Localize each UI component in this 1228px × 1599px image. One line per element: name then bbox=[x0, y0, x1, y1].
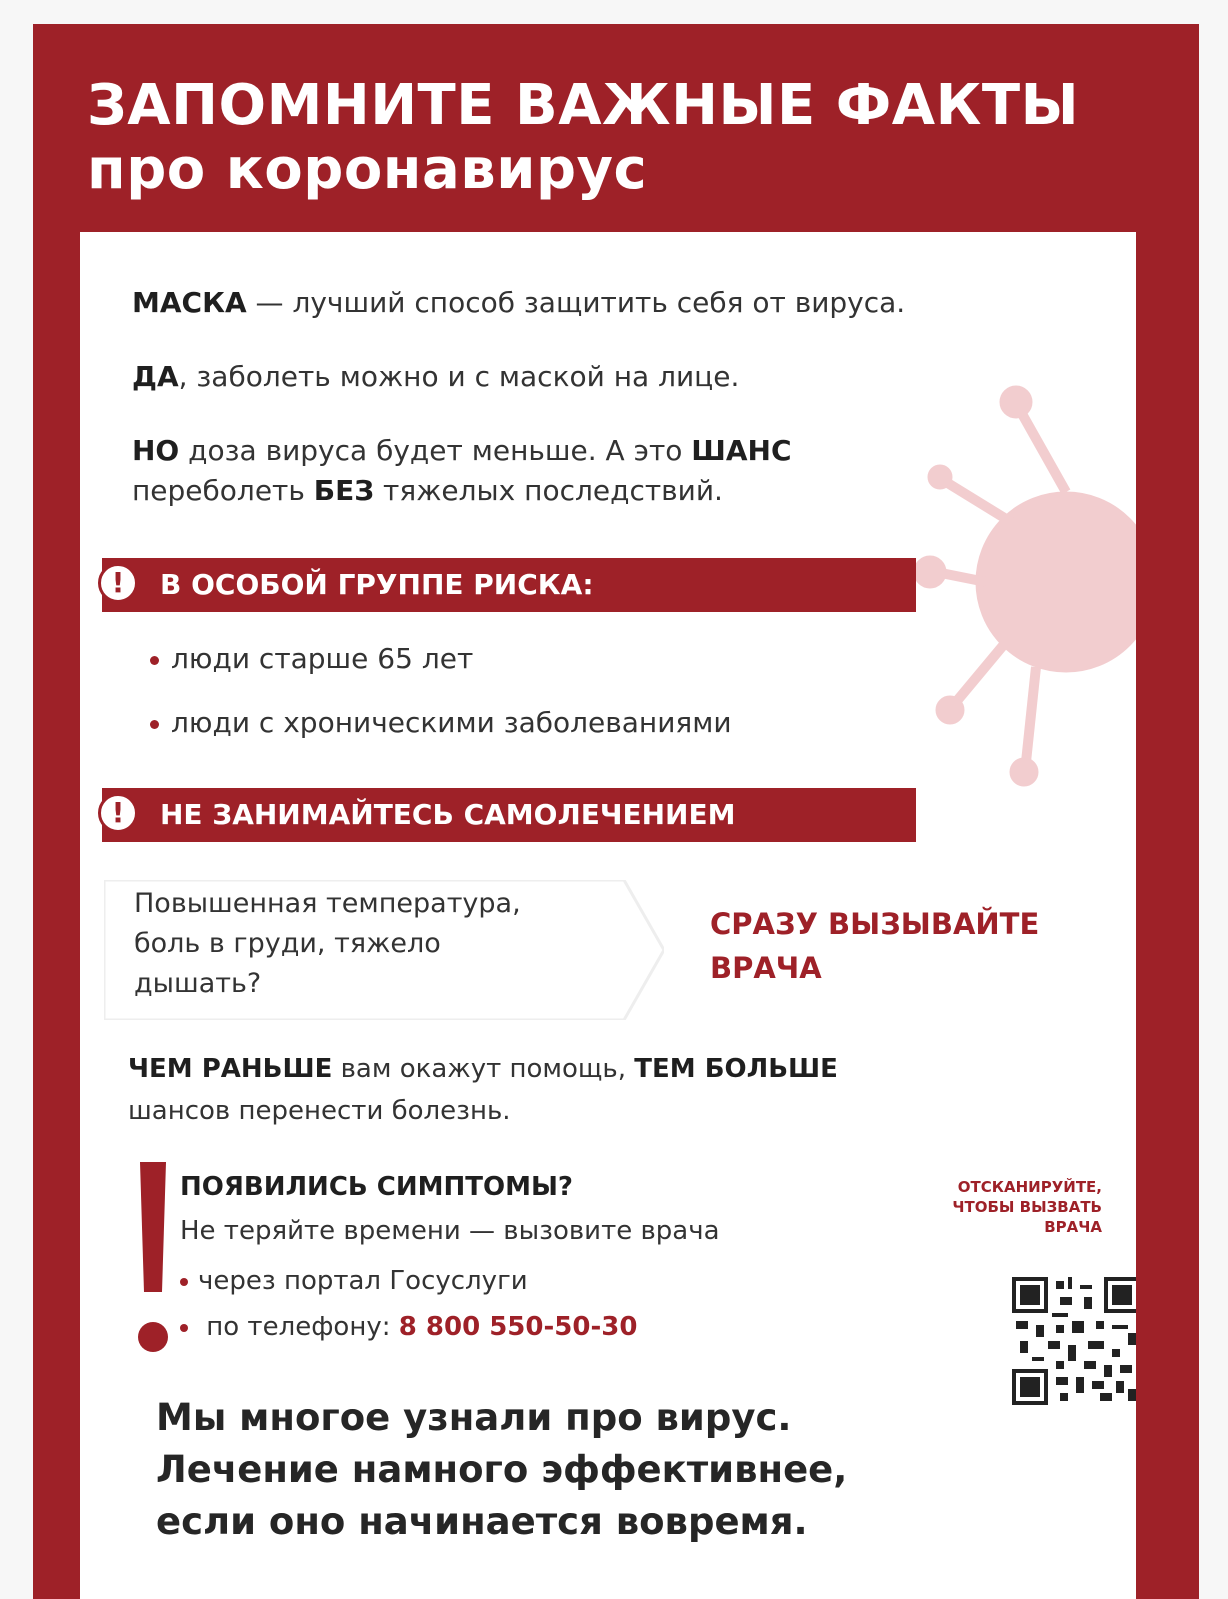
scan-instruction bbox=[882, 1177, 1102, 1237]
risk-group-header bbox=[102, 558, 916, 612]
closing-line-3: если оно начинается вовремя. bbox=[156, 1500, 808, 1543]
symptoms-line-1: Повышенная температура, bbox=[134, 888, 521, 919]
scan-line-1: ОТСКАНИРУЙТЕ, bbox=[957, 1178, 1102, 1196]
exclamation-icon: ! bbox=[98, 793, 138, 833]
risk-group-title: В ОСОБОЙ ГРУППЕ РИСКА: bbox=[160, 568, 594, 601]
via-phone-label: по телефону: bbox=[206, 1312, 399, 1342]
scan-line-3: ВРАЧА bbox=[1044, 1218, 1102, 1236]
closing-line-2: Лечение намного эффективнее, bbox=[156, 1448, 848, 1491]
call-doctor-text bbox=[710, 902, 1039, 990]
risk-item: люди старше 65 лет bbox=[150, 642, 473, 675]
symptoms-subtitle: Не теряйте времени — вызовите врача bbox=[180, 1216, 720, 1246]
via-phone bbox=[180, 1312, 637, 1342]
exclamation-mark-icon bbox=[138, 1162, 168, 1362]
fact-chance-key: ШАНС bbox=[691, 434, 792, 467]
fact-mask-key: МАСКА bbox=[132, 286, 247, 319]
fact-yes-key: ДА bbox=[132, 360, 179, 393]
fact-but-text-1: доза вируса будет меньше. А это bbox=[179, 434, 692, 467]
action-line-1: СРАЗУ ВЫЗЫВАЙТЕ bbox=[710, 907, 1040, 941]
symptoms-question bbox=[134, 884, 521, 1004]
title-line-1: ЗАПОМНИТЕ ВАЖНЫЕ ФАКТЫ bbox=[87, 73, 1080, 138]
self-medication-header bbox=[102, 788, 916, 842]
fact-but-text-3: тяжелых последствий. bbox=[374, 474, 723, 507]
early-help bbox=[128, 1048, 838, 1090]
virus-icon bbox=[916, 372, 1136, 792]
action-line-2: ВРАЧА bbox=[710, 951, 822, 985]
risk-item: люди с хроническими заболеваниями bbox=[150, 706, 732, 739]
content-panel bbox=[80, 232, 1136, 1599]
page-title bbox=[87, 74, 1079, 202]
symptoms-line-2: боль в груди, тяжело bbox=[134, 928, 441, 959]
fact-mask bbox=[132, 282, 905, 324]
symptoms-line-3: дышать? bbox=[134, 968, 262, 999]
fact-yes bbox=[132, 356, 739, 398]
early-key-2: ТЕМ БОЛЬШЕ bbox=[634, 1054, 838, 1084]
early-key-1: ЧЕМ РАНЬШЕ bbox=[128, 1054, 333, 1084]
symptoms-title: ПОЯВИЛИСЬ СИМПТОМЫ? bbox=[180, 1172, 573, 1202]
fact-mask-text: — лучший способ защитить себя от вируса. bbox=[246, 286, 906, 319]
early-text-2: шансов перенести болезнь. bbox=[128, 1096, 511, 1126]
early-help-continued bbox=[128, 1090, 511, 1132]
fact-yes-text: , заболеть можно и с маской на лице. bbox=[178, 360, 740, 393]
exclamation-icon: ! bbox=[98, 563, 138, 603]
self-medication-title: НЕ ЗАНИМАЙТЕСЬ САМОЛЕЧЕНИЕМ bbox=[160, 798, 736, 831]
closing-line-1: Мы многое узнали про вирус. bbox=[156, 1396, 792, 1439]
phone-number[interactable]: 8 800 550-50-30 bbox=[398, 1312, 638, 1342]
closing-message bbox=[156, 1392, 847, 1548]
poster bbox=[33, 24, 1199, 1599]
fact-but bbox=[132, 430, 792, 472]
via-portal: через портал Госуслуги bbox=[180, 1266, 528, 1296]
title-line-2: про коронавирус bbox=[87, 137, 648, 202]
early-text-1: вам окажут помощь, bbox=[332, 1054, 635, 1084]
qr-code[interactable] bbox=[1012, 1277, 1136, 1405]
fact-without-key: БЕЗ bbox=[313, 474, 375, 507]
fact-but-text-2: переболеть bbox=[132, 474, 314, 507]
fact-but-continued bbox=[132, 470, 723, 512]
scan-line-2: ЧТОБЫ ВЫЗВАТЬ bbox=[952, 1198, 1102, 1216]
fact-but-key: НО bbox=[132, 434, 180, 467]
